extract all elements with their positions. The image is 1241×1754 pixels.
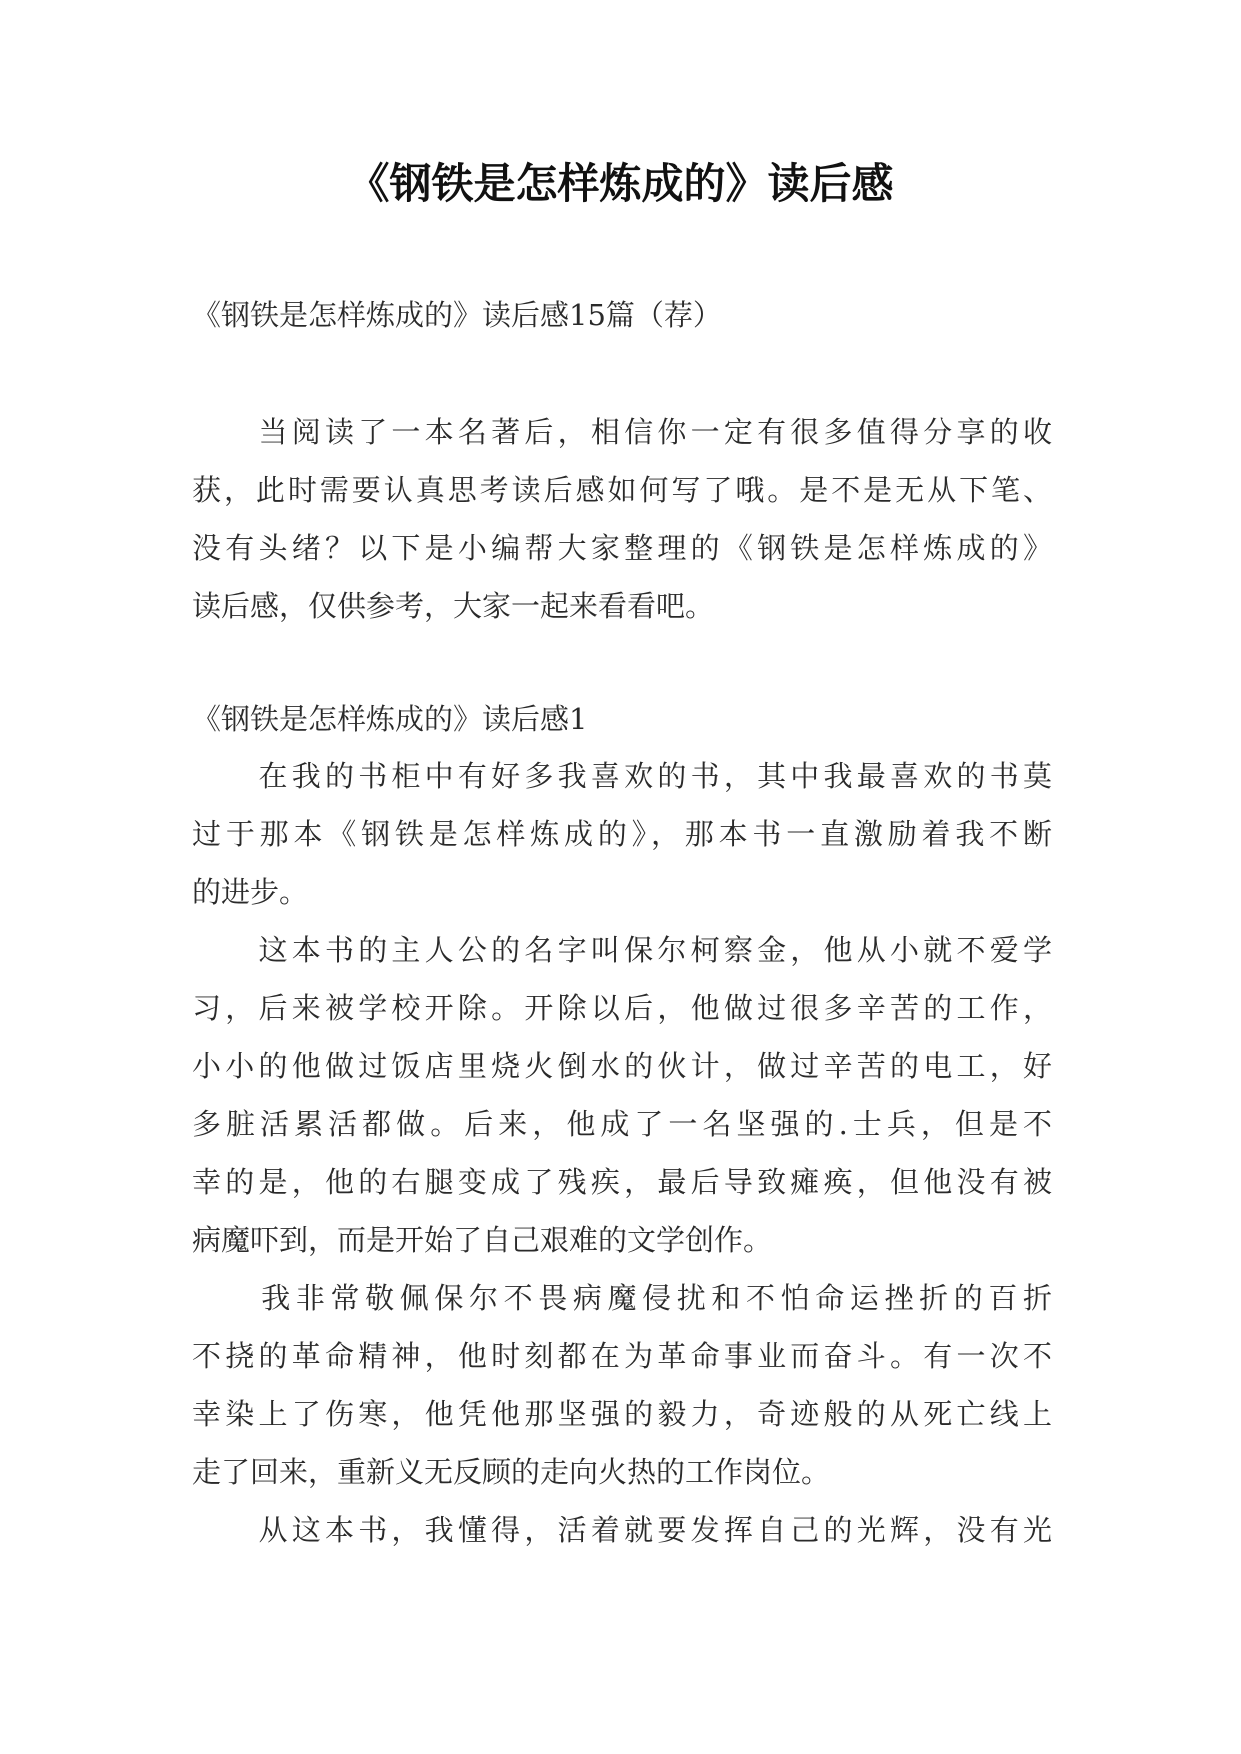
body-line: 不挠的革命精神，他时刻都在为革命事业而奋斗。有一次不 [192, 1339, 1052, 1373]
body-line: 习，后来被学校开除。开除以后，他做过很多辛苦的工作， [192, 991, 1052, 1025]
body-line: 这本书的主人公的名字叫保尔柯察金，他从小就不爱学 [192, 933, 1052, 967]
body-line: 病魔吓到，而是开始了自己艰难的文学创作。 [192, 1223, 773, 1257]
intro-paragraph [192, 403, 1052, 635]
intro-line: 读后感，仅供参考，大家一起来看看吧。 [192, 589, 715, 623]
body-line: 在我的书柜中有好多我喜欢的书，其中我最喜欢的书莫 [192, 759, 1052, 793]
document-subtitle: 《钢铁是怎样炼成的》读后感15篇（荐） [192, 298, 722, 332]
body-line: 从这本书，我懂得，活着就要发挥自己的光辉，没有光 [192, 1513, 1052, 1547]
body-line: 我非常敬佩保尔不畏病魔侵扰和不怕命运挫折的百折 [192, 1281, 1052, 1315]
document-title: 《钢铁是怎样炼成的》读后感 [347, 159, 894, 208]
intro-line: 没有头绪？以下是小编帮大家整理的《钢铁是怎样炼成的》 [192, 531, 1052, 565]
body-line: 小小的他做过饭店里烧火倒水的伙计，做过辛苦的电工，好 [192, 1049, 1052, 1083]
body-line: 走了回来，重新义无反顾的走向火热的工作岗位。 [192, 1455, 831, 1489]
intro-line: 当阅读了一本名著后，相信你一定有很多值得分享的收 [192, 415, 1052, 449]
body-line: 幸的是，他的右腿变成了残疾，最后导致瘫痪，但他没有被 [192, 1165, 1052, 1199]
body-line: 过于那本《钢铁是怎样炼成的》，那本书一直激励着我不断 [192, 817, 1052, 851]
body-line: 的进步。 [192, 875, 309, 909]
section-heading: 《钢铁是怎样炼成的》读后感1 [192, 702, 588, 736]
section-body [192, 747, 1052, 1559]
intro-line: 获，此时需要认真思考读后感如何写了哦。是不是无从下笔、 [192, 473, 1052, 507]
body-line: 多脏活累活都做。后来，他成了一名坚强的.士兵，但是不 [192, 1107, 1052, 1141]
body-line: 幸染上了伤寒，他凭他那坚强的毅力，奇迹般的从死亡线上 [192, 1397, 1052, 1431]
